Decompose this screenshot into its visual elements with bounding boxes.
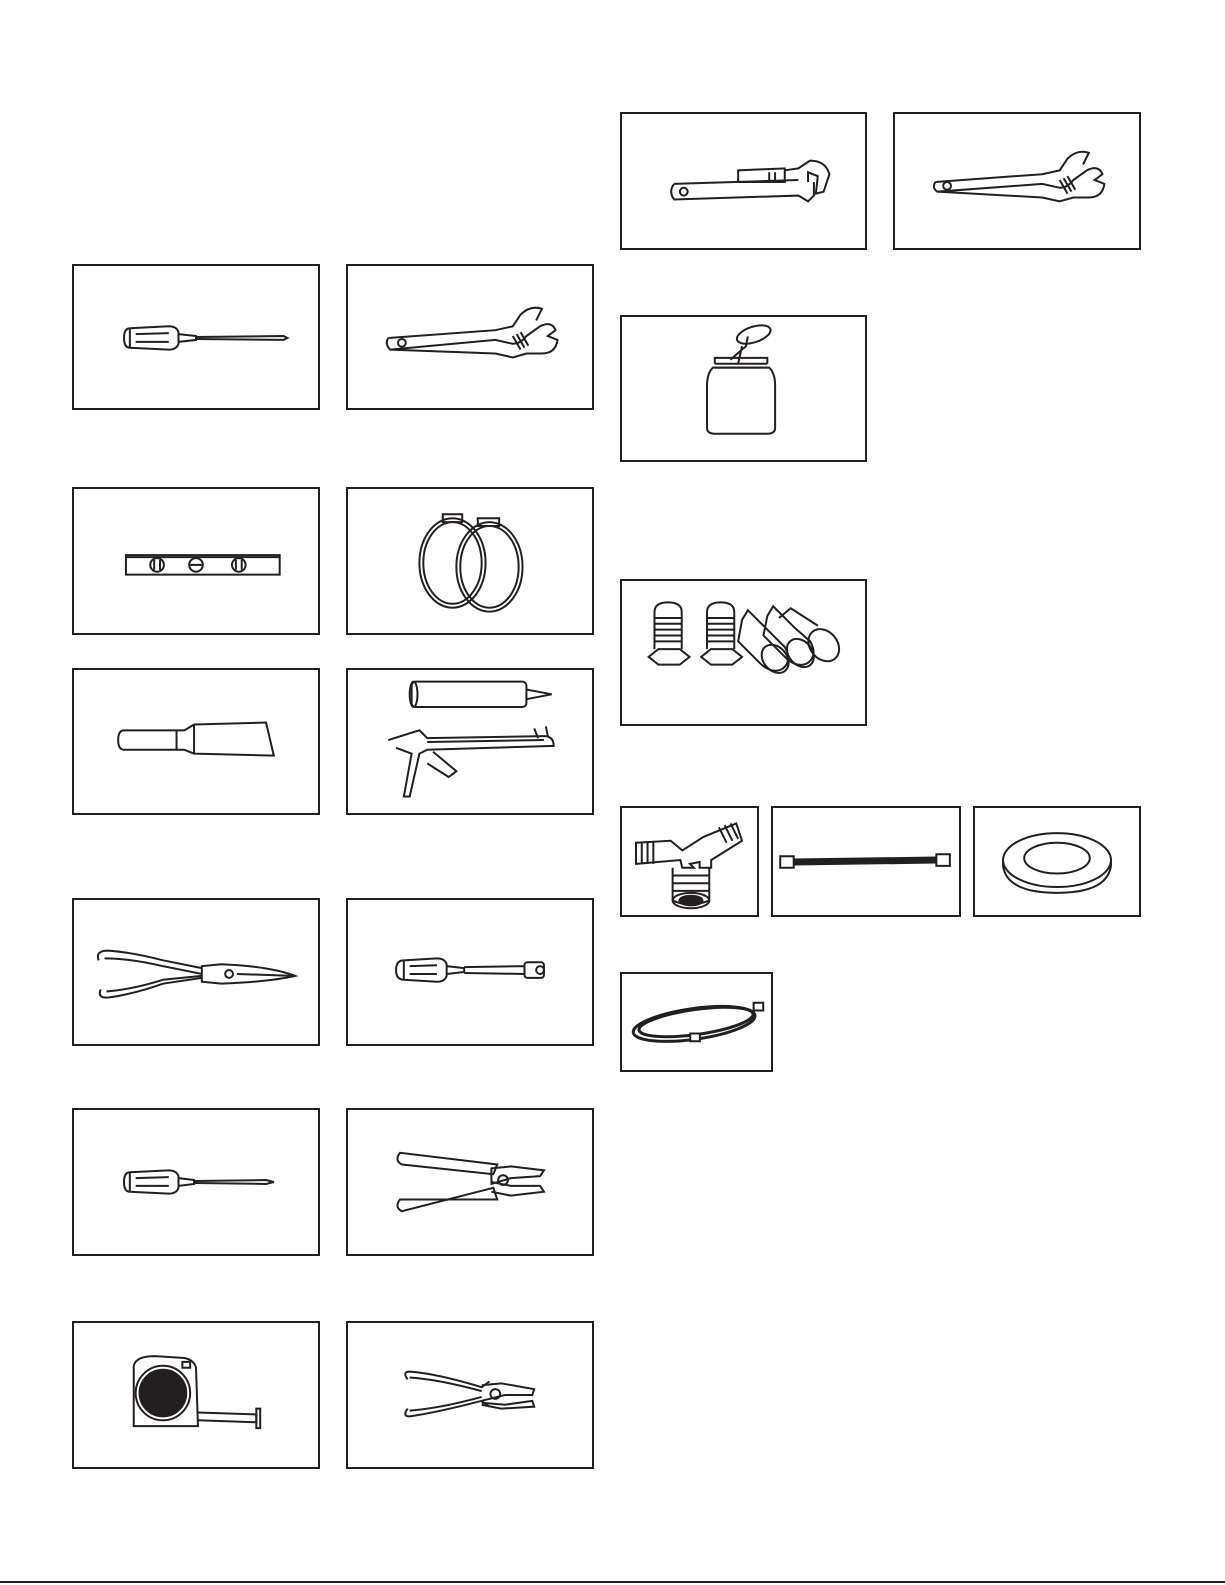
- spirit-level-icon: [74, 489, 318, 633]
- tile-phillips-screwdriver: [72, 1108, 320, 1256]
- hose-washer-icon: [975, 808, 1139, 915]
- pipe-wrench-icon: [622, 114, 865, 248]
- tile-caulking-gun: [346, 668, 594, 815]
- phillips-screwdriver-icon: [74, 1110, 318, 1254]
- long-water-hose-icon: [622, 974, 771, 1070]
- flat-blade-screwdriver-icon: [74, 266, 318, 408]
- tile-tin-snips: [72, 898, 320, 1046]
- tile-flat-screwdriver: [72, 264, 320, 410]
- tin-snips-icon: [74, 900, 318, 1044]
- tile-wire-stripper: [346, 1108, 594, 1256]
- tile-y-connector: [620, 806, 759, 917]
- short-water-hose-icon: [773, 808, 959, 915]
- tile-level: [72, 487, 320, 635]
- wire-stripper-icon: [348, 1110, 592, 1254]
- pliers-icon: [348, 1323, 592, 1467]
- putty-knife-icon: [74, 670, 318, 813]
- tile-adjustable-wrench-small: [893, 112, 1141, 250]
- caulking-gun-icon: [348, 670, 592, 813]
- tile-hose-clamps: [346, 487, 594, 635]
- tile-short-hose: [771, 806, 961, 917]
- tile-leveling-legs: [620, 579, 867, 726]
- tile-adjustable-wrench: [346, 264, 594, 410]
- hose-clamps-icon: [348, 489, 592, 633]
- nut-driver-icon: [348, 900, 592, 1044]
- adjustable-wrench-icon: [348, 266, 592, 408]
- leveling-legs-icon: [622, 581, 865, 724]
- tile-nut-driver: [346, 898, 594, 1046]
- tile-compound-jar: [620, 315, 867, 462]
- tile-tape-measure: [72, 1321, 320, 1469]
- tile-long-hose: [620, 972, 773, 1072]
- footer-rule: [0, 1581, 1225, 1583]
- tile-pliers: [346, 1321, 594, 1469]
- tape-measure-icon: [74, 1323, 318, 1467]
- y-connector-icon: [622, 808, 757, 915]
- tile-putty-knife: [72, 668, 320, 815]
- adjustable-wrench-icon: [895, 114, 1139, 248]
- tile-hose-washer: [973, 806, 1141, 917]
- tile-pipe-wrench: [620, 112, 867, 250]
- pipe-joint-compound-jar-icon: [622, 317, 865, 460]
